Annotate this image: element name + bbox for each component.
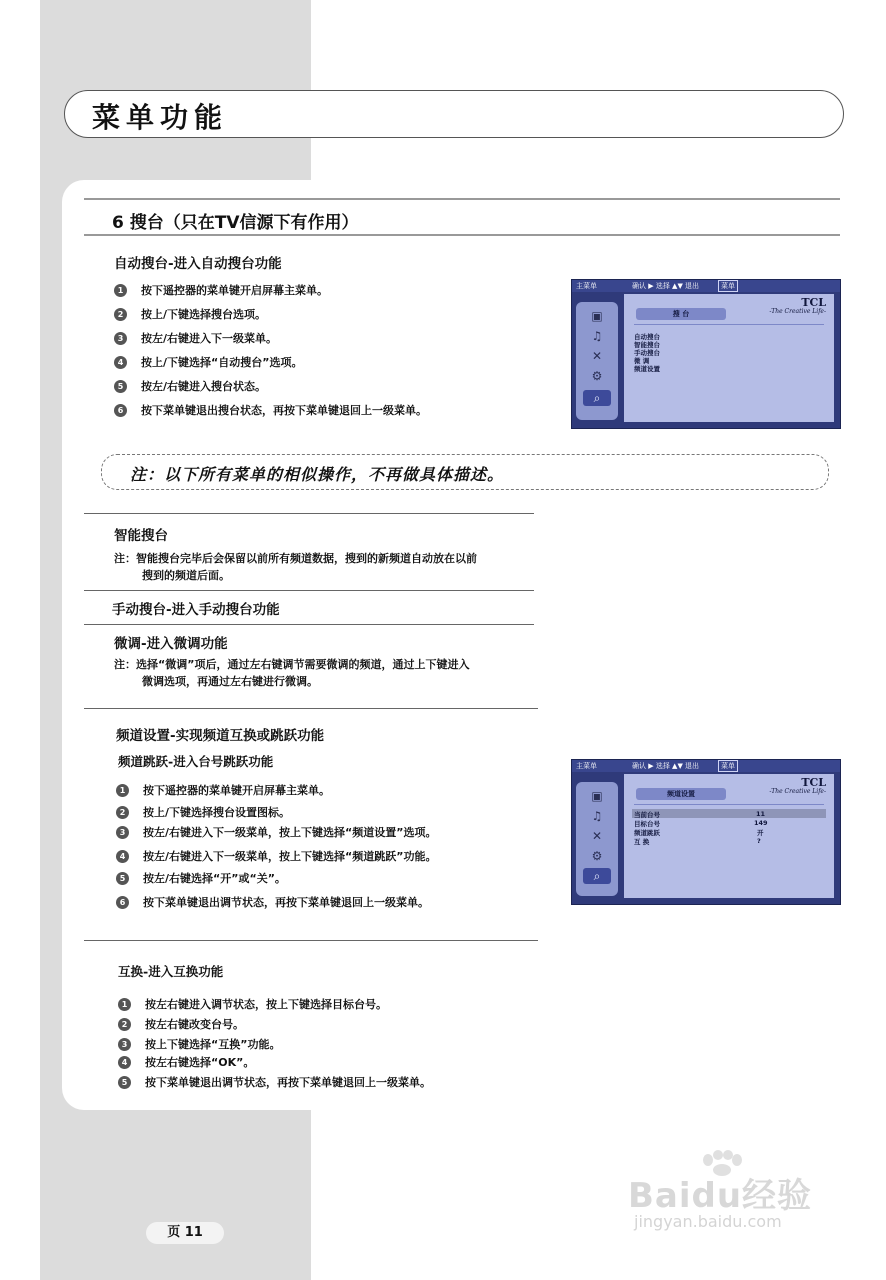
tv-menu-item: 自动搜台	[634, 333, 660, 341]
step-number-icon: 6	[116, 896, 129, 909]
tv-menu-screen-channel	[571, 759, 841, 905]
watermark-url: jingyan.baidu.com	[634, 1212, 782, 1231]
step-number-icon: 6	[114, 404, 127, 417]
auto-step-1: 1 按下遥控器的菜单键开启屏幕主菜单。	[114, 282, 328, 298]
step-number-icon: 2	[116, 806, 129, 819]
tv-icon-sidebar	[576, 302, 618, 420]
picture-icon: ▣	[591, 789, 603, 803]
picture-icon: ▣	[591, 309, 603, 323]
step-number-icon: 5	[114, 380, 127, 393]
auto-step-3: 3 按左/右键进入下一级菜单。	[114, 330, 277, 346]
rule-swap	[84, 940, 538, 941]
tv-divider	[634, 324, 824, 325]
tv-row-label: 互 换	[634, 838, 650, 846]
tv-main-menu-label: 主菜单	[576, 282, 597, 290]
channel-step-2: 2 按上/下键选择搜台设置图标。	[116, 804, 290, 820]
tv-menu-header: 搜 台	[636, 308, 726, 320]
channel-step-4: 4 按左/右键进入下一级菜单，按上下键选择“频道跳跃”功能。	[116, 848, 436, 864]
step-number-icon: 5	[118, 1076, 131, 1089]
tools-icon: ✕	[591, 349, 603, 363]
tv-row-highlight	[632, 809, 826, 818]
channel-step-6: 6 按下菜单键退出调节状态，再按下菜单键退回上一级菜单。	[116, 894, 429, 910]
channel-skip-heading: 频道跳跃-进入台号跳跃功能	[118, 754, 274, 769]
tv-main-menu-label: 主菜单	[576, 762, 597, 770]
search-icon: ⌕	[583, 868, 611, 884]
channel-setup-heading: 频道设置-实现频道互换或跳跃功能	[116, 728, 325, 744]
swap-step-4: 4 按左右键选择“OK”。	[118, 1054, 254, 1070]
tv-menu-header: 频道设置	[636, 788, 726, 800]
sound-icon: ♫	[591, 329, 603, 343]
page-number: 页 11	[146, 1222, 224, 1244]
tv-row-value: ?	[757, 837, 761, 845]
tv-menu-panel	[624, 774, 834, 898]
tv-menu-item: 智能搜台	[634, 341, 660, 349]
auto-step-5: 5 按左/右键进入搜台状态。	[114, 378, 266, 394]
step-number-icon: 4	[118, 1056, 131, 1069]
swap-heading: 互换-进入互换功能	[118, 964, 224, 979]
rule-channel	[84, 708, 538, 709]
step-number-icon: 2	[118, 1018, 131, 1031]
watermark-brand: Baidu经验	[628, 1176, 813, 1216]
auto-step-2: 2 按上/下键选择搜台选项。	[114, 306, 266, 322]
gear-icon: ⚙	[591, 369, 603, 383]
tv-menu-item: 微 调	[634, 357, 650, 365]
sound-icon: ♫	[591, 809, 603, 823]
tv-menu-panel	[624, 294, 834, 422]
tcl-logo: TCL	[801, 776, 826, 789]
step-number-icon: 4	[116, 850, 129, 863]
tcl-slogan: -The Creative Life-	[769, 308, 826, 315]
section-heading: 6 搜台（只在TV信源下有作用）	[112, 213, 359, 233]
note-box-text: 注：以下所有菜单的相似操作，不再做具体描述。	[130, 465, 505, 484]
swap-step-1: 1 按左右键进入调节状态，按上下键选择目标台号。	[118, 996, 387, 1012]
tv-row-value: 开	[757, 829, 764, 837]
tcl-logo: TCL	[801, 296, 826, 309]
rule-smart	[84, 513, 534, 514]
tv-icon-sidebar	[576, 782, 618, 896]
smart-search-note: 注：智能搜台完毕后会保留以前所有频道数据，搜到的新频道自动放在以前 搜到的频道后面。	[114, 552, 477, 582]
channel-step-1: 1 按下遥控器的菜单键开启屏幕主菜单。	[116, 782, 330, 798]
swap-step-2: 2 按左右键改变台号。	[118, 1016, 244, 1032]
rule-manual	[84, 590, 534, 591]
tv-nav-hint: 确认 ▶ 选择 ▲▼ 退出	[632, 282, 700, 290]
search-icon: ⌕	[583, 390, 611, 406]
rule-finetune	[84, 624, 534, 625]
swap-step-3: 3 按上下键选择“互换”功能。	[118, 1036, 280, 1052]
fine-tune-heading: 微调-进入微调功能	[114, 636, 228, 652]
step-number-icon: 3	[118, 1038, 131, 1051]
tv-row-value: 11	[756, 810, 766, 818]
tv-nav-bar	[572, 760, 840, 772]
tv-divider	[634, 804, 824, 805]
step-number-icon: 5	[116, 872, 129, 885]
channel-step-5: 5 按左/右键选择“开”或“关”。	[116, 870, 286, 886]
auto-step-6: 6 按下菜单键退出搜台状态，再按下菜单键退回上一级菜单。	[114, 402, 427, 418]
swap-step-5: 5 按下菜单键退出调节状态，再按下菜单键退回上一级菜单。	[118, 1074, 431, 1090]
tv-nav-hint: 确认 ▶ 选择 ▲▼ 退出	[632, 762, 700, 770]
tools-icon: ✕	[591, 829, 603, 843]
tv-row-label: 频道跳跃	[634, 829, 660, 837]
tv-menu-item: 频道设置	[634, 365, 660, 373]
tcl-slogan: -The Creative Life-	[769, 788, 826, 795]
fine-tune-note: 注：选择“微调”项后，通过左右键调节需要微调的频道，通过上下键进入 微调选项，再通过左右键进行微调。	[114, 658, 470, 688]
step-number-icon: 4	[114, 356, 127, 369]
tv-row-label: 当前台号	[634, 811, 660, 819]
step-number-icon: 3	[114, 332, 127, 345]
auto-search-heading: 自动搜台-进入自动搜台功能	[114, 256, 282, 272]
tv-menu-key: 菜单	[718, 760, 738, 772]
tv-row-value: 149	[754, 819, 768, 827]
step-number-icon: 3	[116, 826, 129, 839]
tv-nav-bar	[572, 280, 840, 292]
page-title: 菜单功能	[92, 101, 229, 134]
channel-step-3: 3 按左/右键进入下一级菜单，按上下键选择“频道设置”选项。	[116, 824, 436, 840]
manual-search-heading: 手动搜台-进入手动搜台功能	[112, 602, 280, 618]
step-number-icon: 1	[118, 998, 131, 1011]
step-number-icon: 1	[114, 284, 127, 297]
section-top-rule	[84, 198, 840, 200]
step-number-icon: 1	[116, 784, 129, 797]
step-number-icon: 2	[114, 308, 127, 321]
tv-row-label: 目标台号	[634, 820, 660, 828]
gear-icon: ⚙	[591, 849, 603, 863]
section-bottom-rule	[84, 234, 840, 236]
tv-menu-screen-search	[571, 279, 841, 429]
tv-menu-item: 手动搜台	[634, 349, 660, 357]
tv-menu-key: 菜单	[718, 280, 738, 292]
auto-step-4: 4 按上/下键选择“自动搜台”选项。	[114, 354, 302, 370]
smart-search-heading: 智能搜台	[114, 528, 168, 544]
